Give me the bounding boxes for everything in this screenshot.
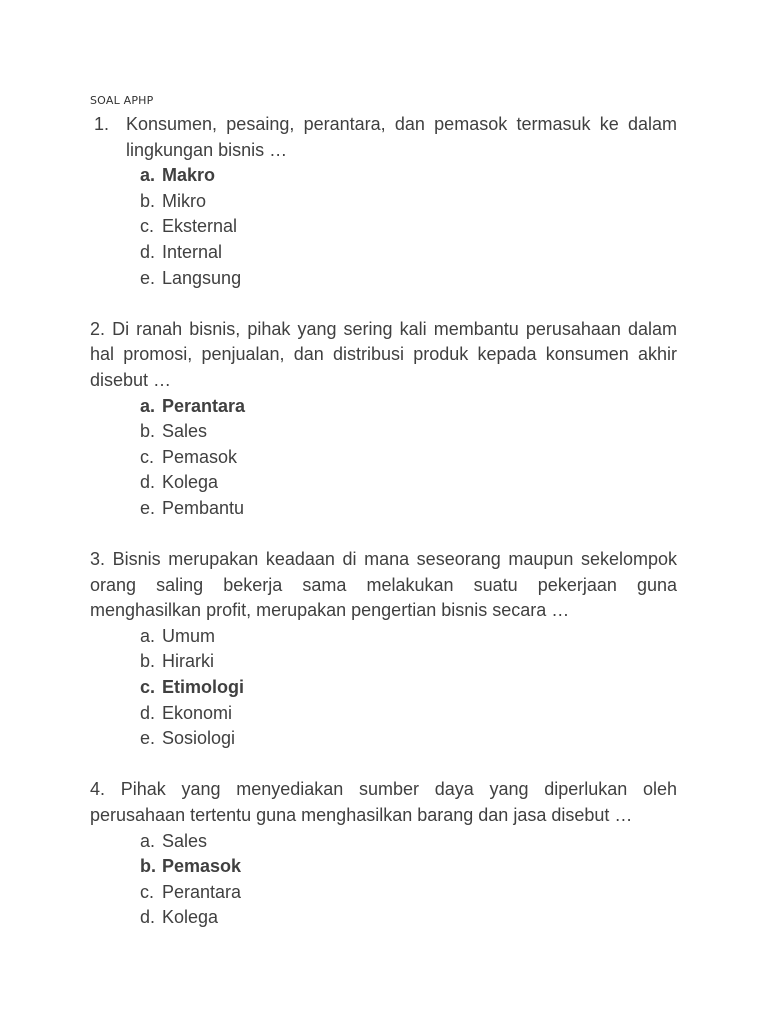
option-letter: e. xyxy=(140,728,156,749)
question-number: 2. xyxy=(90,318,106,339)
option-text: Etimologi xyxy=(162,677,244,698)
option-b xyxy=(140,649,677,675)
option-c xyxy=(140,880,677,906)
option-a xyxy=(140,163,677,189)
option-text: Sales xyxy=(162,421,208,442)
option-letter: b. xyxy=(140,421,156,442)
question-number: 4. xyxy=(90,779,106,800)
option-b xyxy=(140,189,677,215)
option-text: Sosiologi xyxy=(162,728,236,749)
document-title: SOAL APHP xyxy=(90,94,154,107)
question-body: Bisnis merupakan keadaan di mana seseorang maupun sekelompok orang saling bekerja sama melakukan suatu pekerjaan guna menghasilkan profit, merupakan pengertian bisnis secara … xyxy=(90,549,677,621)
option-text: Sales xyxy=(162,830,208,851)
option-letter: c. xyxy=(140,446,155,467)
option-text: Mikro xyxy=(162,190,206,211)
question-text xyxy=(90,777,677,828)
option-letter: b. xyxy=(140,190,156,211)
question-1 xyxy=(90,112,677,291)
option-letter: e. xyxy=(140,267,156,288)
option-d xyxy=(140,470,677,496)
question-4 xyxy=(90,777,677,931)
paragraph-spacer xyxy=(90,522,677,548)
option-text: Pemasok xyxy=(162,446,238,467)
option-letter: e. xyxy=(140,497,156,518)
option-text: Pemasok xyxy=(162,856,242,877)
option-text: Internal xyxy=(162,241,223,262)
option-text: Umum xyxy=(162,625,215,646)
option-letter: a. xyxy=(140,165,156,186)
option-text: Perantara xyxy=(162,395,246,416)
option-letter: b. xyxy=(140,856,156,877)
option-text: Hirarki xyxy=(162,651,214,672)
question-body: Di ranah bisnis, pihak yang sering kali membantu perusahaan dalam hal promosi, penjualan, dan distribusi produk kepada konsumen akhir disebut … xyxy=(90,318,677,390)
option-e xyxy=(140,266,677,292)
answer-options xyxy=(90,829,677,931)
option-c xyxy=(140,445,677,471)
option-b xyxy=(140,854,677,880)
option-letter: d. xyxy=(140,241,156,262)
question-body: Pihak yang menyediakan sumber daya yang diperlukan oleh perusahaan tertentu guna menghasilkan barang dan jasa disebut … xyxy=(90,779,677,826)
option-letter: b. xyxy=(140,651,156,672)
question-3 xyxy=(90,547,677,752)
document-page xyxy=(90,94,677,931)
option-letter: d. xyxy=(140,702,156,723)
option-letter: d. xyxy=(140,472,156,493)
option-text: Kolega xyxy=(162,907,219,928)
paragraph-spacer xyxy=(90,752,677,778)
option-a xyxy=(140,624,677,650)
option-text: Makro xyxy=(162,165,216,186)
option-a xyxy=(140,394,677,420)
option-d xyxy=(140,240,677,266)
question-text xyxy=(90,317,677,394)
option-text: Kolega xyxy=(162,472,219,493)
option-letter: a. xyxy=(140,625,156,646)
question-number: 1. xyxy=(94,114,110,134)
option-letter: a. xyxy=(140,830,156,851)
option-letter: d. xyxy=(140,907,156,928)
option-text: Langsung xyxy=(162,267,242,288)
option-b xyxy=(140,419,677,445)
answer-options xyxy=(90,624,677,752)
option-e xyxy=(140,726,677,752)
option-letter: c. xyxy=(140,216,155,237)
option-c xyxy=(140,214,677,240)
question-2 xyxy=(90,317,677,522)
option-text: Eksternal xyxy=(162,216,238,237)
option-text: Ekonomi xyxy=(162,702,233,723)
option-c xyxy=(140,675,677,701)
option-text: Pembantu xyxy=(162,497,245,518)
option-d xyxy=(140,905,677,931)
answer-options xyxy=(90,394,677,522)
option-e xyxy=(140,496,677,522)
option-letter: a. xyxy=(140,395,156,416)
question-text xyxy=(90,547,677,624)
answer-options xyxy=(126,163,677,291)
option-letter: c. xyxy=(140,677,156,698)
question-text: Konsumen, pesaing, perantara, dan pemasok termasuk ke dalam lingkungan bisnis … xyxy=(126,114,677,160)
question-number: 3. xyxy=(90,549,106,570)
option-text: Perantara xyxy=(162,881,242,902)
option-d xyxy=(140,701,677,727)
option-a xyxy=(140,829,677,855)
paragraph-spacer xyxy=(90,291,677,317)
option-letter: c. xyxy=(140,881,155,902)
